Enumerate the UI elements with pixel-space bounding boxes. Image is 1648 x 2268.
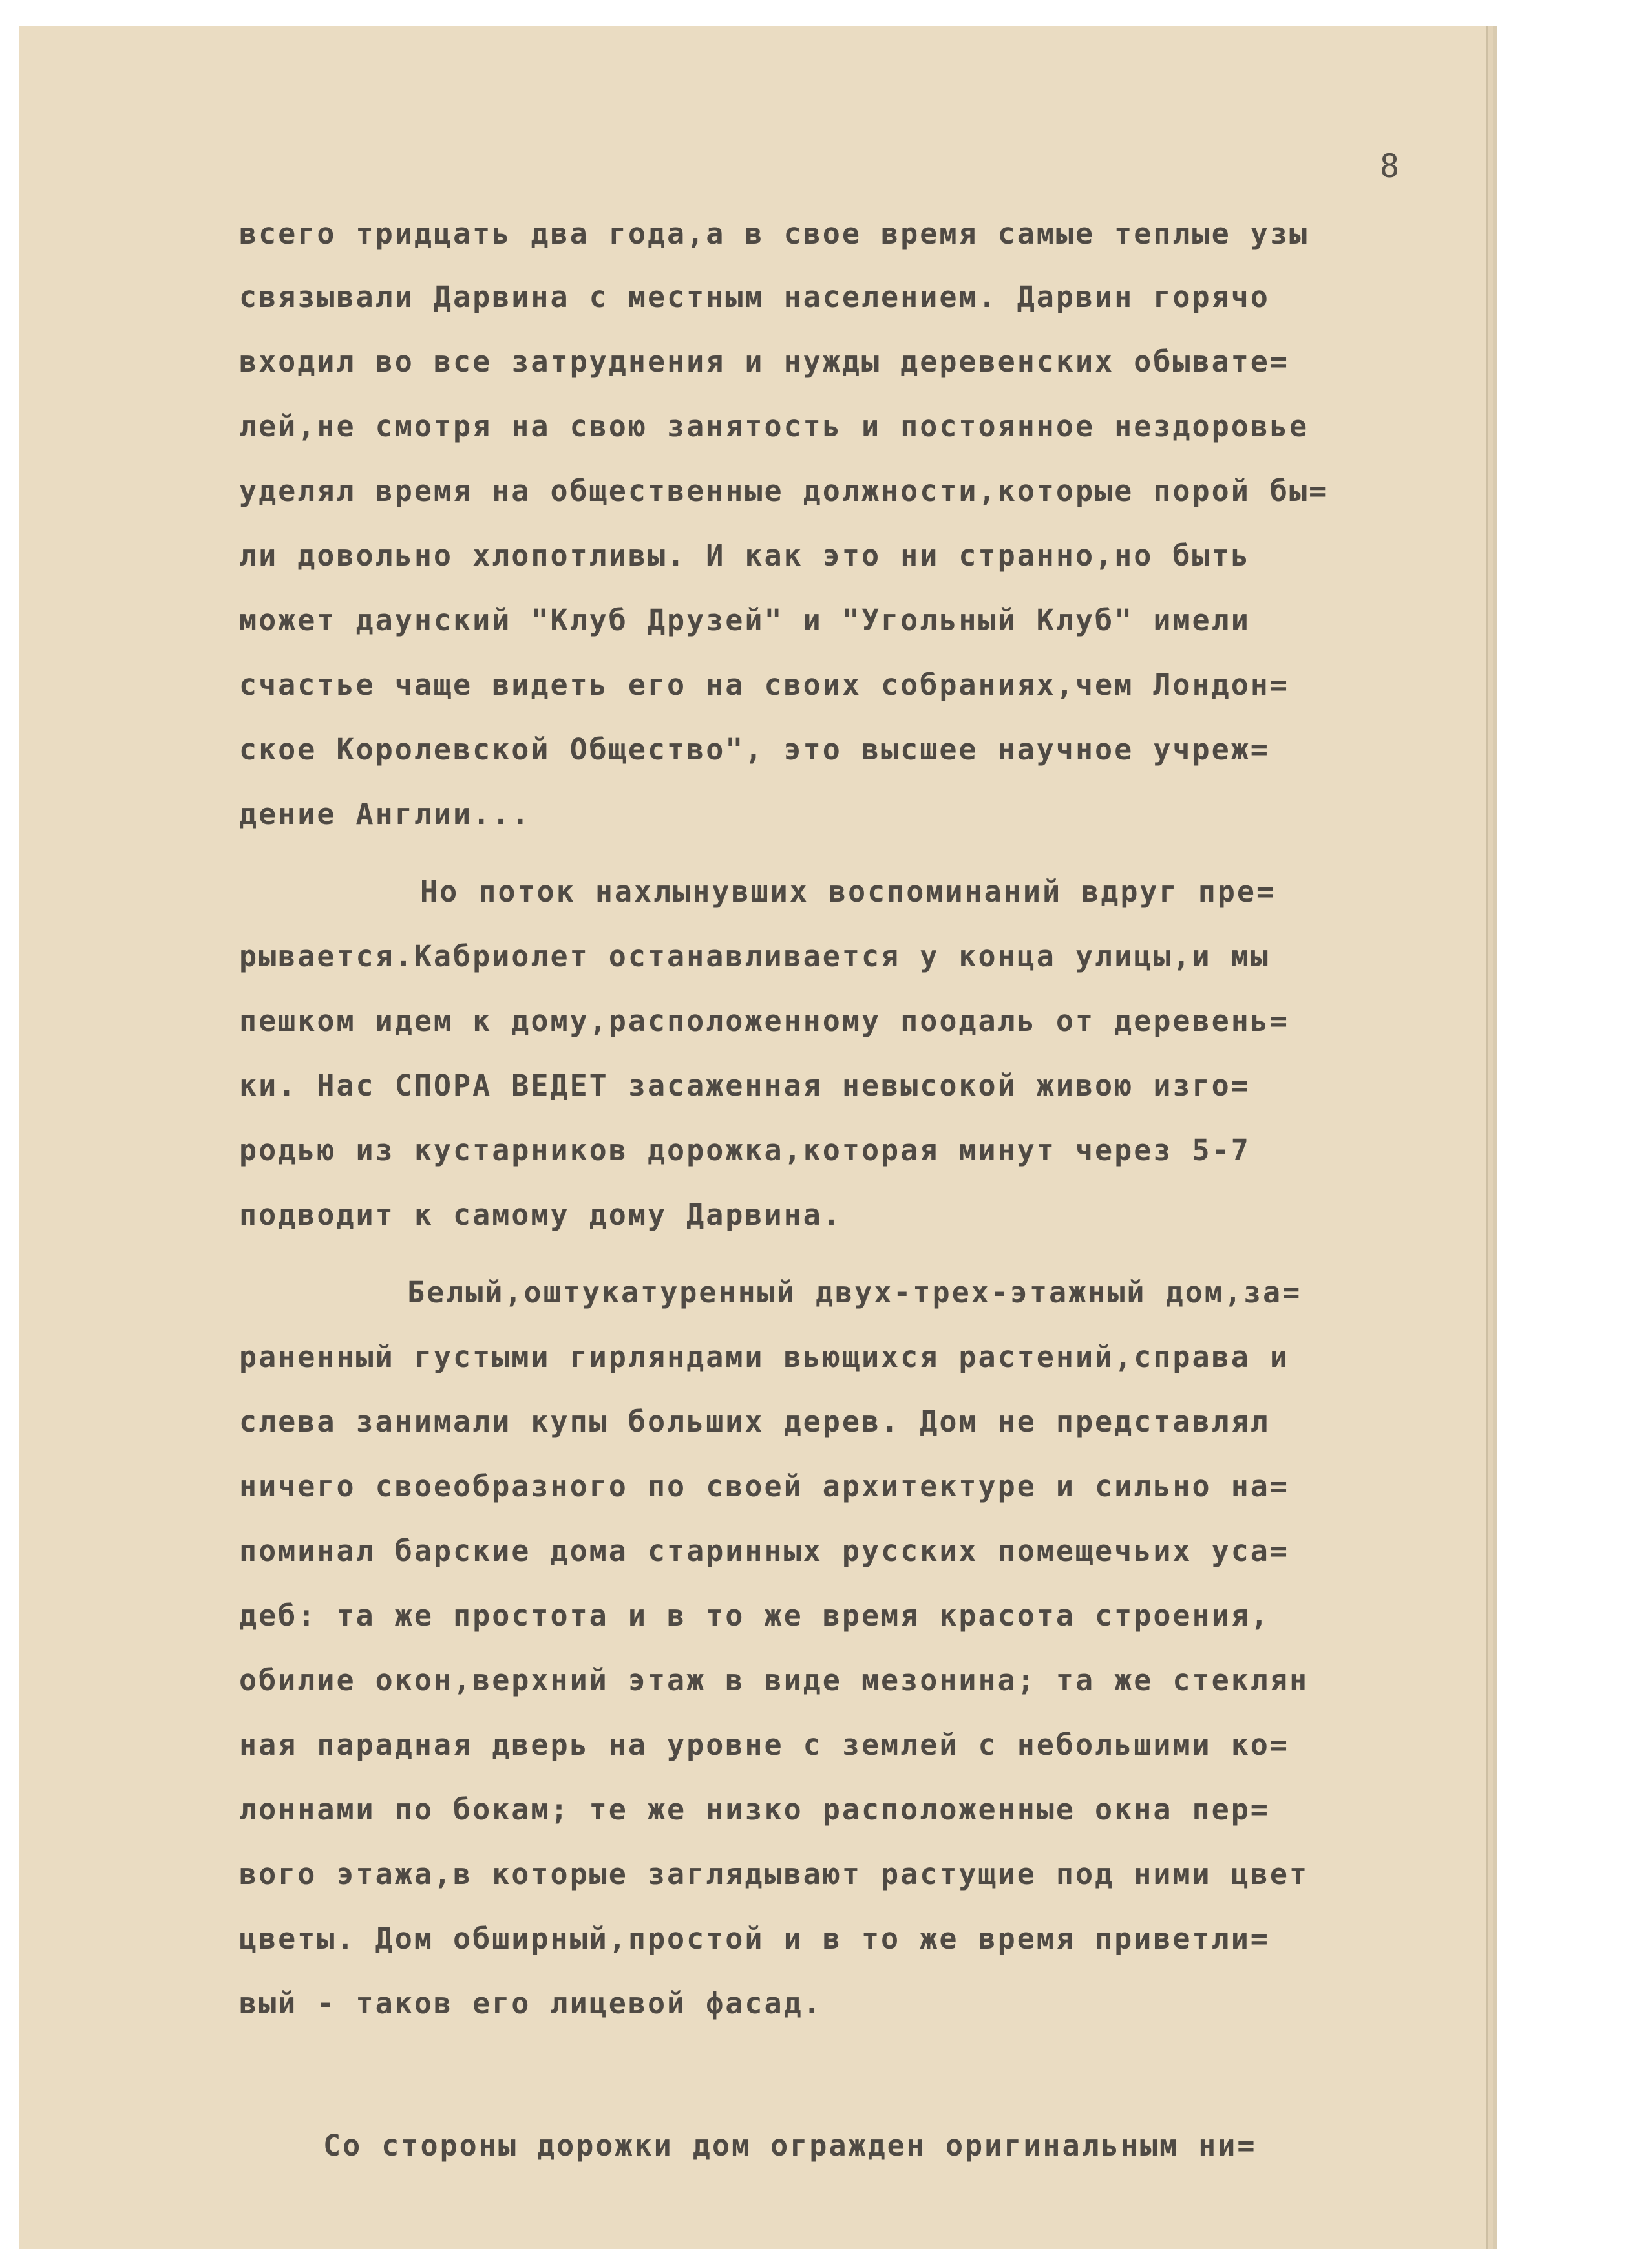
text-line: дение Англии... bbox=[239, 797, 531, 831]
text-line: ная парадная дверь на уровне с землей с небольшими ко= bbox=[239, 1728, 1289, 1762]
text-line: ское Королевской Общество", это высшее научное учреж= bbox=[239, 732, 1270, 767]
text-line: лей,не смотря на свою занятость и постоянное нездоровье bbox=[239, 409, 1309, 443]
text-line: поминал барские дома старинных русских помещечьих уса= bbox=[239, 1534, 1289, 1568]
text-line: подводит к самому дому Дарвина. bbox=[239, 1198, 842, 1232]
text-line: раненный густыми гирляндами вьющихся растений,справа и bbox=[239, 1340, 1289, 1374]
paragraph-start-line: Белый,оштукатуренный двух-трех-этажный дом,за= bbox=[407, 1275, 1302, 1309]
text-line: обилие окон,верхний этаж в виде мезонина; та же стеклян bbox=[239, 1663, 1309, 1697]
text-line: всего тридцать два года,а в свое время самые теплые узы bbox=[239, 217, 1309, 251]
text-line: ли довольно хлопотливы. И как это ни странно,но быть bbox=[239, 538, 1251, 573]
page-number: 8 bbox=[1380, 147, 1400, 185]
text-line: входил во все затруднения и нужды деревенских обывате= bbox=[239, 344, 1289, 379]
text-line: лоннами по бокам; те же низко расположенные окна пер= bbox=[239, 1792, 1270, 1827]
text-line: ки. Нас СПОРА ВЕДЕТ засаженная невысокой живою изго= bbox=[239, 1068, 1251, 1103]
paragraph-start-line: Со стороны дорожки дом огражден оригинальным ни= bbox=[323, 2128, 1257, 2163]
text-line: может даунский "Клуб Друзей" и "Угольный Клуб" имели bbox=[239, 603, 1251, 637]
text-line: рывается.Кабриолет останавливается у конца улицы,и мы bbox=[239, 939, 1270, 973]
paragraph-start-line: Но поток нахлынувших воспоминаний вдруг пре= bbox=[420, 874, 1276, 909]
text-line: ничего своеобразного по своей архитектуре и сильно на= bbox=[239, 1469, 1289, 1503]
text-line: слева занимали купы больших дерев. Дом не представлял bbox=[239, 1404, 1270, 1439]
text-line: вого этажа,в которые заглядывают растущие под ними цвет bbox=[239, 1857, 1309, 1891]
text-line: пешком идем к дому,расположенному поодаль от деревень= bbox=[239, 1004, 1289, 1038]
text-line: связывали Дарвина с местным населением. Дарвин горячо bbox=[239, 280, 1270, 314]
text-line: родью из кустарников дорожка,которая минут через 5-7 bbox=[239, 1133, 1251, 1167]
text-line: вый - таков его лицевой фасад. bbox=[239, 1986, 823, 2020]
text-line: деб: та же простота и в то же время красота строения, bbox=[239, 1598, 1270, 1633]
text-line: уделял время на общественные должности,которые порой бы= bbox=[239, 474, 1329, 508]
text-line: счастье чаще видеть его на своих собраниях,чем Лондон= bbox=[239, 668, 1289, 702]
text-line: цветы. Дом обширный,простой и в то же время приветли= bbox=[239, 1922, 1270, 1956]
